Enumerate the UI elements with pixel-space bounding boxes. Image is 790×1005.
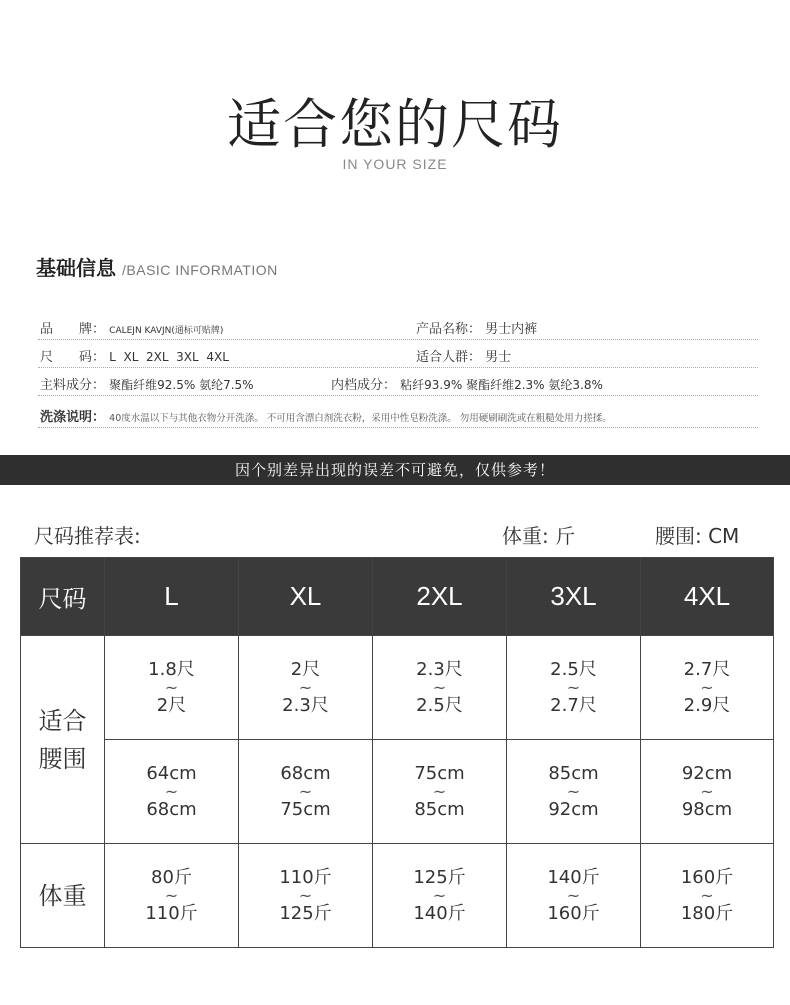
size-table xyxy=(20,557,774,948)
page-title: 适合您的尺码 xyxy=(227,93,563,156)
range-max: 98cm xyxy=(681,798,733,820)
basic-info-title: 基础信息 xyxy=(36,256,116,280)
main-fabric-row xyxy=(40,374,254,393)
size-header-label: 尺码 xyxy=(21,558,105,636)
size-header-2xl: 2XL xyxy=(373,558,507,636)
size-header-4xl: 4XL xyxy=(641,558,774,636)
brand-label: 品 牌： xyxy=(40,322,106,337)
range-tilde: ~ xyxy=(164,781,179,801)
page-subtitle: IN YOUR SIZE xyxy=(342,156,448,172)
range-min: 1.8尺 xyxy=(148,658,195,680)
range-min: 68cm xyxy=(280,762,331,784)
basic-info-title-en: /BASIC INFORMATION xyxy=(122,262,278,278)
product-name-value: 男士内裤 xyxy=(485,322,538,337)
size-header-xl: XL xyxy=(239,558,373,636)
range-min: 2尺 xyxy=(290,658,321,680)
range-max: 68cm xyxy=(146,798,197,820)
divider xyxy=(38,367,758,368)
wash-label: 洗涤说明： xyxy=(40,410,106,425)
range-min: 85cm xyxy=(548,762,599,784)
table-cell xyxy=(105,844,239,948)
range-max: 85cm xyxy=(414,798,465,820)
range-min: 125斤 xyxy=(413,866,466,888)
table-cell xyxy=(239,740,373,844)
fit-label: 适合人群： xyxy=(416,350,482,365)
waist-cm-row xyxy=(21,740,774,844)
product-name-label: 产品名称： xyxy=(416,322,482,337)
size-chart-title: 尺码推荐表: xyxy=(34,524,141,548)
table-cell xyxy=(239,844,373,948)
range-tilde: ~ xyxy=(700,781,714,801)
range-max: 2.9尺 xyxy=(683,694,731,716)
table-cell xyxy=(507,636,641,740)
table-cell xyxy=(641,636,774,740)
basic-info-heading xyxy=(36,252,278,281)
range-tilde: ~ xyxy=(164,885,179,905)
table-cell xyxy=(105,636,239,740)
table-cell xyxy=(239,636,373,740)
range-max: 75cm xyxy=(280,798,331,820)
range-min: 110斤 xyxy=(279,866,332,888)
fit-row xyxy=(416,346,511,365)
range-min: 75cm xyxy=(414,762,465,784)
range-max: 110斤 xyxy=(145,902,198,924)
size-label: 尺 码： xyxy=(40,350,106,365)
range-tilde: ~ xyxy=(566,677,581,697)
weight-unit-label: 体重: 斤 xyxy=(502,524,576,548)
range-min: 2.3尺 xyxy=(416,658,463,680)
table-cell xyxy=(373,844,507,948)
range-max: 180斤 xyxy=(680,902,734,924)
range-min: 80斤 xyxy=(151,866,192,888)
range-tilde: ~ xyxy=(432,677,447,697)
range-tilde: ~ xyxy=(432,781,447,801)
divider xyxy=(38,427,758,428)
waist-chi-row xyxy=(21,636,774,740)
range-max: 125斤 xyxy=(279,902,332,924)
crotch-fabric-label: 内档成分： xyxy=(331,378,397,393)
range-max: 160斤 xyxy=(547,902,600,924)
waist-row-label xyxy=(21,636,105,844)
range-min: 92cm xyxy=(681,762,733,784)
size-row xyxy=(40,346,229,365)
disclaimer-banner: 因个别差异出现的误差不可避免，仅供参考！ xyxy=(0,455,790,485)
table-cell xyxy=(507,740,641,844)
main-fabric-value: 聚酯纤维92.5% 氨纶7.5% xyxy=(109,378,254,392)
table-cell xyxy=(641,740,774,844)
range-min: 140斤 xyxy=(547,866,600,888)
range-max: 2.3尺 xyxy=(282,694,329,716)
brand-row xyxy=(40,318,223,337)
range-min: 2.7尺 xyxy=(683,658,731,680)
range-tilde: ~ xyxy=(700,677,714,697)
size-header-3xl: 3XL xyxy=(507,558,641,636)
range-max: 2.7尺 xyxy=(550,694,597,716)
range-tilde: ~ xyxy=(700,885,714,905)
range-tilde: ~ xyxy=(432,885,447,905)
table-cell xyxy=(373,740,507,844)
range-max: 2尺 xyxy=(156,694,187,716)
table-cell xyxy=(507,844,641,948)
size-value: L XL 2XL 3XL 4XL xyxy=(109,350,229,364)
fit-value: 男士 xyxy=(485,350,512,365)
size-header-l: L xyxy=(105,558,239,636)
range-tilde: ~ xyxy=(164,677,179,697)
main-fabric-label: 主料成分： xyxy=(40,378,106,393)
range-min: 64cm xyxy=(146,762,197,784)
range-tilde: ~ xyxy=(298,677,313,697)
size-header-row xyxy=(21,558,774,636)
table-cell xyxy=(641,844,774,948)
table-cell xyxy=(105,740,239,844)
crotch-fabric-value: 粘纤93.9% 聚酯纤维2.3% 氨纶3.8% xyxy=(400,378,603,392)
wash-row xyxy=(40,406,612,425)
range-tilde: ~ xyxy=(566,781,581,801)
wash-value: 40度水温以下与其他衣物分开洗涤。 不可用含漂白剂洗衣粉，采用中性皂粉洗涤。 勿用硬刷刷洗或在粗糙处用力搓揉。 xyxy=(109,413,612,424)
waist-unit-label: 腰围: CM xyxy=(655,524,740,548)
weight-row-label: 体重 xyxy=(21,844,105,948)
range-max: 140斤 xyxy=(413,902,466,924)
product-name-row xyxy=(416,318,537,337)
crotch-fabric-row xyxy=(331,374,603,393)
range-max: 2.5尺 xyxy=(416,694,463,716)
range-tilde: ~ xyxy=(298,781,313,801)
range-tilde: ~ xyxy=(298,885,313,905)
divider xyxy=(38,339,758,340)
range-max: 92cm xyxy=(548,798,599,820)
divider xyxy=(38,395,758,396)
brand-value: CALEJN KAVJN(通标可贴牌) xyxy=(109,326,224,336)
range-min: 160斤 xyxy=(680,866,734,888)
waist-row-label-text: 适合腰围 xyxy=(38,706,87,773)
range-min: 2.5尺 xyxy=(550,658,597,680)
weight-row xyxy=(21,844,774,948)
table-cell xyxy=(373,636,507,740)
range-tilde: ~ xyxy=(566,885,581,905)
